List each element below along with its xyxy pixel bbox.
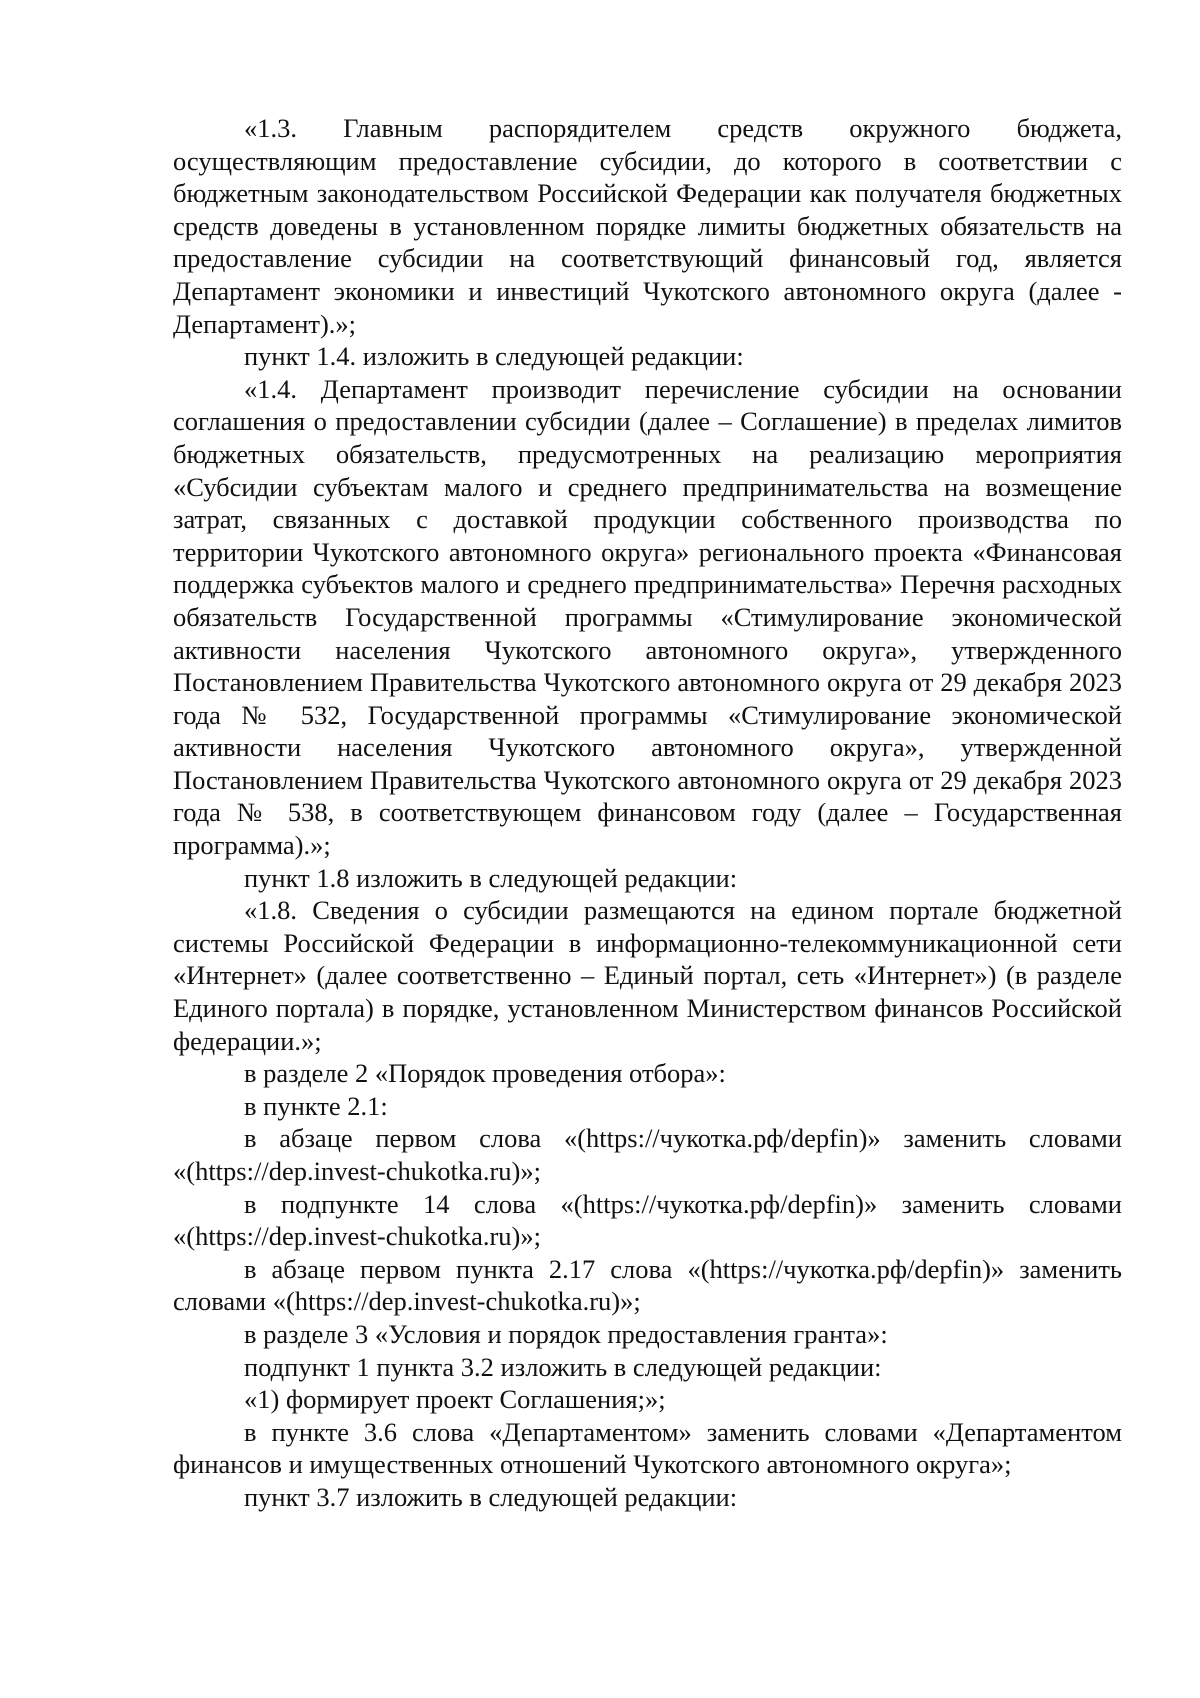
paragraph-subitem-14: в подпункте 14 слова «(https://чукотка.рф/depfin)» заменить словами «(https://dep.invest-chukotka.ru)»; <box>173 1188 1122 1252</box>
paragraph-item-3-7-intro: пункт 3.7 изложить в следующей редакции: <box>244 1481 738 1512</box>
paragraph-section-3: в разделе 3 «Условия и порядок предоставления гранта»: <box>244 1318 888 1349</box>
paragraph-section-2: в разделе 2 «Порядок проведения отбора»: <box>244 1058 726 1089</box>
paragraph-abzac-first: в абзаце первом слова «(https://чукотка.рф/depfin)» заменить словами «(https://dep.invest-chukotka.ru)»; <box>173 1123 1122 1186</box>
document-page <box>173 112 1122 1514</box>
paragraph-1-8: «1.8. Сведения о субсидии размещаются на едином портале бюджетной системы Российской Федерации в информационно-телекоммуникационной сети «Интернет» (далее соответственно – Единый портал, сеть «Интернет») (в разделе Единого портала) в порядке, установленном Министерством финансов Российской федерации.»; <box>173 895 1122 1056</box>
paragraph-1-3: «1.3. Главным распорядителем средств окружного бюджета, осуществляющим предоставление субсидии, до которого в соответствии с бюджетным законодательством Российской Федерации как получателя бюджетных средств доведены в установленном порядке лимиты бюджетных обязательств на предоставление субсидии на соответствующий финансовый год, является Департамент экономики и инвестиций Чукотского автономного округа (далее - Департамент).»; <box>173 113 1122 339</box>
paragraph-item-2-17: в абзаце первом пункта 2.17 слова «(https://чукотка.рф/depfin)» заменить словами «(https://dep.invest-chukotka.ru)»; <box>173 1253 1122 1317</box>
paragraph-1-4: «1.4. Департамент производит перечисление субсидии на основании соглашения о предоставлении субсидии (далее – Соглашение) в пределах лимитов бюджетных обязательств, предусмотренных на реализацию мероприятия «Субсидии субъектам малого и среднего предпринимательства на возмещение затрат, связанных с доставкой продукции собственного производства по территории Чукотского автономного округа» регионального проекта «Финансовая поддержка субъектов малого и среднего предпринимательства» Перечня расходных обязательств Государственной программы «Стимулирование экономической активности населения Чукотского автономного округа», утвержденного Постановлением Правительства Чукотского автономного округа от 29 декабря 2023 года № 532, Государственной программы «Стимулирование экономической активности населения Чукотского автономного округа», утвержденной Постановлением Правительства Чукотского автономного округа от 29 декабря 2023 года № 538, в соответствующем финансовом году (далее – Государственная программа).»; <box>173 373 1122 861</box>
paragraph-agreement-draft: «1) формирует проект Соглашения;»; <box>244 1384 666 1415</box>
paragraph-item-1-4-intro: пункт 1.4. изложить в следующей редакции: <box>244 341 744 372</box>
paragraph-item-2-1: в пункте 2.1: <box>244 1090 388 1121</box>
paragraph-item-3-6: в пункте 3.6 слова «Департаментом» заменить словами «Департаментом финансов и имущественных отношений Чукотского автономного округа»; <box>173 1416 1122 1480</box>
paragraph-subitem-3-2: подпункт 1 пункта 3.2 изложить в следующей редакции: <box>244 1351 882 1382</box>
paragraph-item-1-8-intro: пункт 1.8 изложить в следующей редакции: <box>244 862 738 893</box>
